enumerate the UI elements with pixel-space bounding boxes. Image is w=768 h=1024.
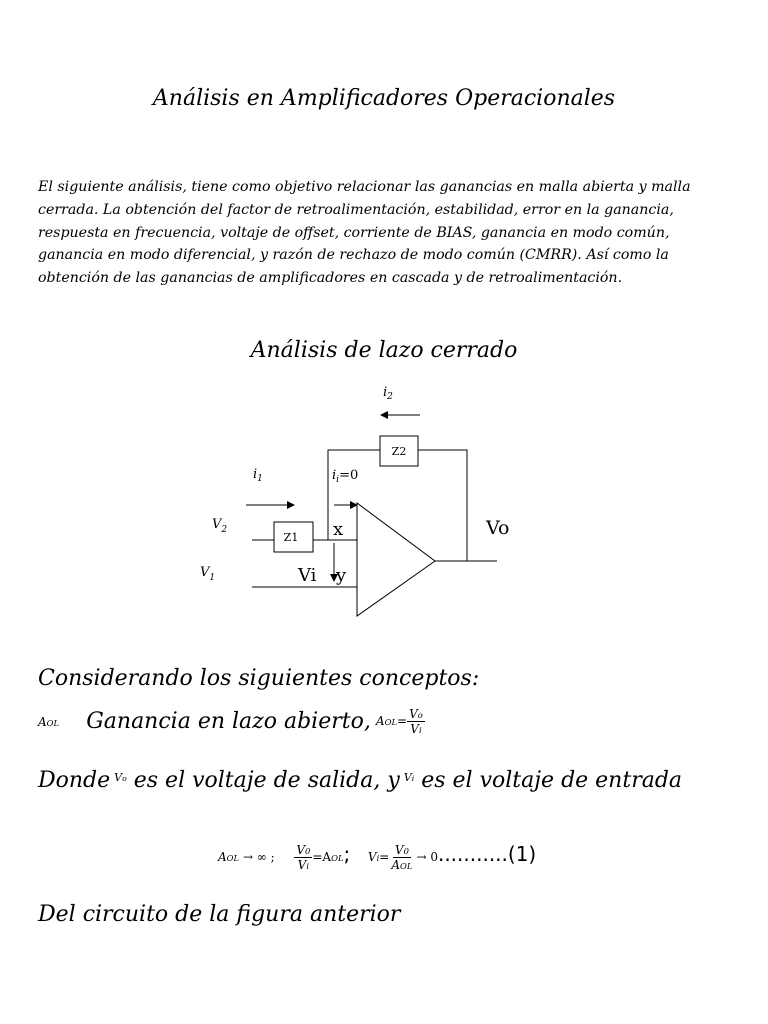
feedback-wire-out — [418, 450, 467, 561]
intro-line: El siguiente análisis, tiene como objetivo relacionar las ganancias en malla abierta y malla — [38, 179, 691, 195]
aol-equation: AOL= $\frac{Vo}{Vi}$ — [375, 707, 423, 736]
aol-fraction: $\frac{Vo}{Vi}$ — [409, 707, 423, 736]
label-i1: $i_1$ — [253, 467, 263, 484]
intro-paragraph — [38, 176, 738, 290]
opamp-symbol — [357, 503, 435, 616]
aol-text: Ganancia en lazo abierto, — [86, 709, 371, 734]
label-v2: $V_2$ — [212, 517, 228, 535]
label-z1: Z1 — [283, 531, 299, 544]
label-i2: $i_2$ — [383, 385, 393, 402]
intro-line: ganancia en modo diferencial, y razón de rechazo de modo común (CMRR). Así como la — [38, 247, 669, 264]
label-z2: Z2 — [391, 445, 407, 458]
label-node-y: y — [336, 565, 347, 586]
equation-fraction-1: $\frac{V0}{Vi}$ — [296, 843, 311, 872]
donde-word: Donde — [38, 768, 111, 793]
aol-definition — [38, 708, 425, 735]
intro-line: cerrada. La obtención del factor de retroalimentación, estabilidad, error en la ganancia, — [38, 201, 674, 218]
label-node-x: x — [333, 519, 344, 540]
equation-1: AOL → ∞ ; $\frac{V0}{Vi}$ =AOL; Vi= $\frac{V0}{\text{AOL}}$ → 0...........(1) — [218, 842, 537, 872]
concepts-heading: Considerando los siguientes conceptos: — [38, 666, 480, 691]
page-title: Análisis en Amplificadores Operacionales — [152, 86, 616, 111]
vi-symbol: Vi — [403, 771, 415, 784]
label-v1: $V_1$ — [200, 565, 216, 583]
intro-line: respuesta en frecuencia, voltaje de offset, corriente de BIAS, ganancia en modo común, — [38, 224, 670, 241]
equation-fraction-2: $\frac{V0}{\text{AOL}}$ — [391, 843, 413, 872]
intro-line: obtención de las ganancias de amplificadores en cascada y de retroalimentación. — [38, 270, 623, 287]
label-ii: $i_i=0$ — [332, 468, 359, 485]
circuit-diagram — [0, 370, 768, 630]
label-vi: Vi — [298, 565, 317, 586]
donde-text-1: es el voltaje de salida, y — [133, 768, 400, 793]
donde-line — [38, 768, 682, 793]
section-title: Análisis de lazo cerrado — [250, 338, 518, 363]
label-vo: Vo — [486, 517, 510, 539]
donde-text-2: es el voltaje de entrada — [421, 768, 683, 793]
vo-symbol: Vo — [114, 771, 127, 784]
aol-symbol: AOL — [38, 714, 60, 729]
final-heading: Del circuito de la figura anterior — [38, 902, 401, 927]
